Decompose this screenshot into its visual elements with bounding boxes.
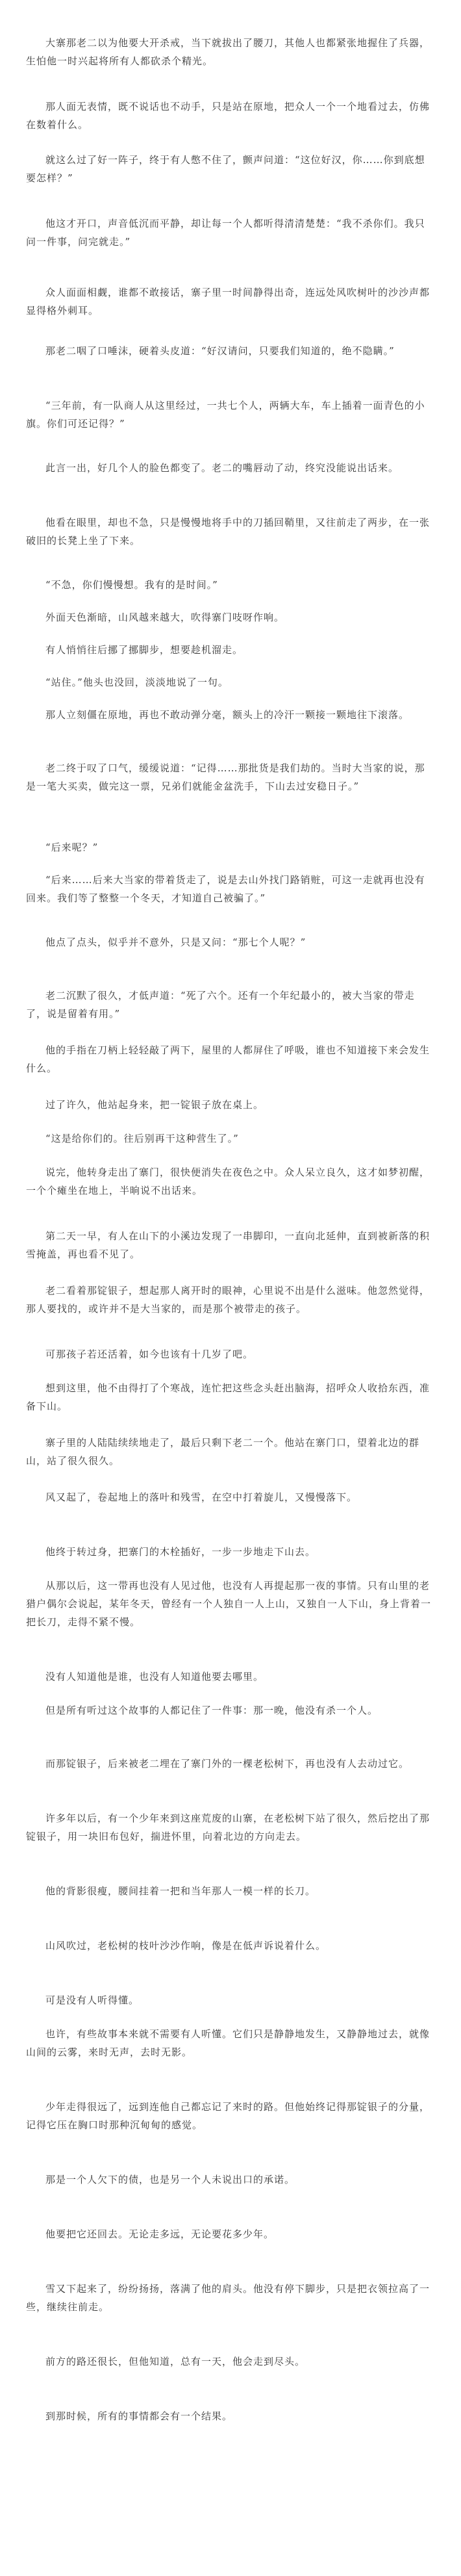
paragraph: “后来呢？” [45,842,99,853]
paragraph: 他这才开口，声音低沉而平静，却让每一个人都听得清清楚楚：“我不杀你们。我只问一件事，问完就走。” [26,218,425,248]
paragraph: 大寨那老二以为他要大开杀戒，当下就拔出了腰刀，其他人也都紧张地握住了兵器，生怕他一时兴起将所有人都砍杀个精光。 [26,37,430,67]
paragraph: 也许，有些故事本来就不需要有人听懂。它们只是静静地发生，又静静地过去，就像山间的云雾，来时无声，去时无影。 [26,2028,430,2058]
paragraph: 过了许久，他站起身来，把一锭银子放在桌上。 [45,1099,264,1111]
paragraph: 第二天一早，有人在山下的小溪边发现了一串脚印，一直向北延伸，直到被新落的积雪掩盖，再也看不见了。 [26,1230,430,1260]
paragraph: 说完，他转身走出了寨门，很快便消失在夜色之中。众人呆立良久，这才如梦初醒，一个个瘫坐在地上，半晌说不出话来。 [26,1166,430,1196]
paragraph: 前方的路还很长，但他知道，总有一天，他会走到尽头。 [45,2356,306,2367]
paragraph: 他的手指在刀柄上轻轻敲了两下，屋里的人都屏住了呼吸，谁也不知道接下来会发生什么。 [26,1044,430,1074]
paragraph: 那人面无表情，既不说话也不动手，只是站在原地，把众人一个一个地看过去，仿佛在数着什么。 [26,101,430,131]
paragraph: 他要把它还回去。无论走多远，无论要花多少年。 [45,2228,275,2240]
paragraph: 到那时候，所有的事情都会有一个结果。 [45,2410,233,2422]
paragraph: 风又起了，卷起地上的落叶和残雪，在空中打着旋儿，又慢慢落下。 [45,1491,358,1503]
paragraph: 老二看着那锭银子，想起那人离开时的眼神，心里说不出是什么滋味。他忽然觉得，那人要找的，或许并不是大当家的，而是那个被带走的孩子。 [26,1285,430,1315]
paragraph: “后来……后来大当家的带着货走了，说是去山外找门路销赃，可这一走就再也没有回来。我们等了整整一个冬天，才知道自己被骗了。” [26,874,425,904]
paragraph: “站住。”他头也没回，淡淡地说了一句。 [45,676,229,688]
paragraph: 而那锭银子，后来被老二埋在了寨门外的一棵老松树下，再也没有人去动过它。 [45,1758,410,1770]
paragraph: “三年前，有一队商人从这里经过，一共七个人，两辆大车，车上插着一面青色的小旗。你们可还记得？” [26,400,425,430]
paragraph: 此言一出，好几个人的脸色都变了。老二的嘴唇动了动，终究没能说出话来。 [45,462,399,474]
paragraph: 少年走得很远了，远到连他自己都忘记了来时的路。但他始终记得那锭银子的分量，记得它压在胸口时那种沉甸甸的感觉。 [26,2101,430,2131]
paragraph: 从那以后，这一带再也没有人见过他，也没有人再提起那一夜的事情。只有山里的老猎户偶尔会说起，某年冬天，曾经有一个人独自一人上山，又独自一人下山，身上背着一把长刀，走得不紧不慢。 [26,1580,432,1628]
paragraph: 那人立刻僵在原地，再也不敢动弹分毫，额头上的冷汗一颗接一颗地往下滚落。 [45,709,410,721]
paragraph: 有人悄悄往后挪了挪脚步，想要趁机溜走。 [45,644,243,656]
paragraph: 他的背影很瘦，腰间挂着一把和当年那人一模一样的长刀。 [45,1885,316,1897]
paragraph: 众人面面相觑，谁都不敢接话，寨子里一时间静得出奇，连远处风吹树叶的沙沙声都显得格外刺耳。 [26,287,430,316]
paragraph: 许多年以后，有一个少年来到这座荒废的山寨，在老松树下站了很久，然后挖出了那锭银子，用一块旧布包好，揣进怀里，向着北边的方向走去。 [26,1812,430,1842]
paragraph: 没有人知道他是谁，也没有人知道他要去哪里。 [45,1671,264,1682]
paragraph: “不急，你们慢慢想。我有的是时间。” [45,579,218,591]
paragraph: 他点了点头，似乎并不意外，只是又问：“那七个人呢？” [45,936,306,948]
paragraph: 那是一个人欠下的债，也是另一个人未说出口的承诺。 [45,2174,295,2185]
paragraph: 那老二咽了口唾沫，硬着头皮道：“好汉请问，只要我们知道的，绝不隐瞒。” [45,345,395,357]
paragraph: 可那孩子若还活着，如今也该有十几岁了吧。 [45,1348,254,1360]
paragraph: 寨子里的人陆陆续续地走了，最后只剩下老二一个。他站在寨门口，望着北边的群山，站了很久很久。 [26,1437,420,1467]
paragraph: 他看在眼里，却也不急，只是慢慢地将手中的刀插回鞘里，又往前走了两步，在一张破旧的长凳上坐了下来。 [26,517,430,547]
paragraph: 外面天色渐暗，山风越来越大，吹得寨门吱呀作响。 [45,612,285,623]
paragraph: 老二终于叹了口气，缓缓说道：“记得……那批货是我们劫的。当时大当家的说，那是一笔大买卖，做完这一票，兄弟们就能金盆洗手，下山去过安稳日子。” [26,762,425,792]
paragraph: 他终于转过身，把寨门的木栓插好，一步一步地走下山去。 [45,1546,316,1558]
paragraph: 老二沉默了很久，才低声道：“死了六个。还有一个年纪最小的，被大当家的带走了，说是留着有用。” [26,990,415,1020]
paragraph: 想到这里，他不由得打了个寒战，连忙把这些念头赶出脑海，招呼众人收拾东西，准备下山。 [26,1382,430,1412]
paragraph: 可是没有人听得懂。 [45,1994,140,2006]
paragraph: 就这么过了好一阵子，终于有人憋不住了，颤声问道：“这位好汉，你……你到底想要怎样？” [26,154,425,184]
paragraph: 山风吹过，老松树的枝叶沙沙作响，像是在低声诉说着什么。 [45,1940,327,1951]
paragraph: “这是给你们的。往后别再干这种营生了。” [45,1133,239,1144]
paragraph: 但是所有听过这个故事的人都记住了一件事：那一晚，他没有杀一个人。 [45,1705,379,1716]
paragraph: 雪又下起来了，纷纷扬扬，落满了他的肩头。他没有停下脚步，只是把衣领拉高了一些，继续往前走。 [26,2283,430,2313]
